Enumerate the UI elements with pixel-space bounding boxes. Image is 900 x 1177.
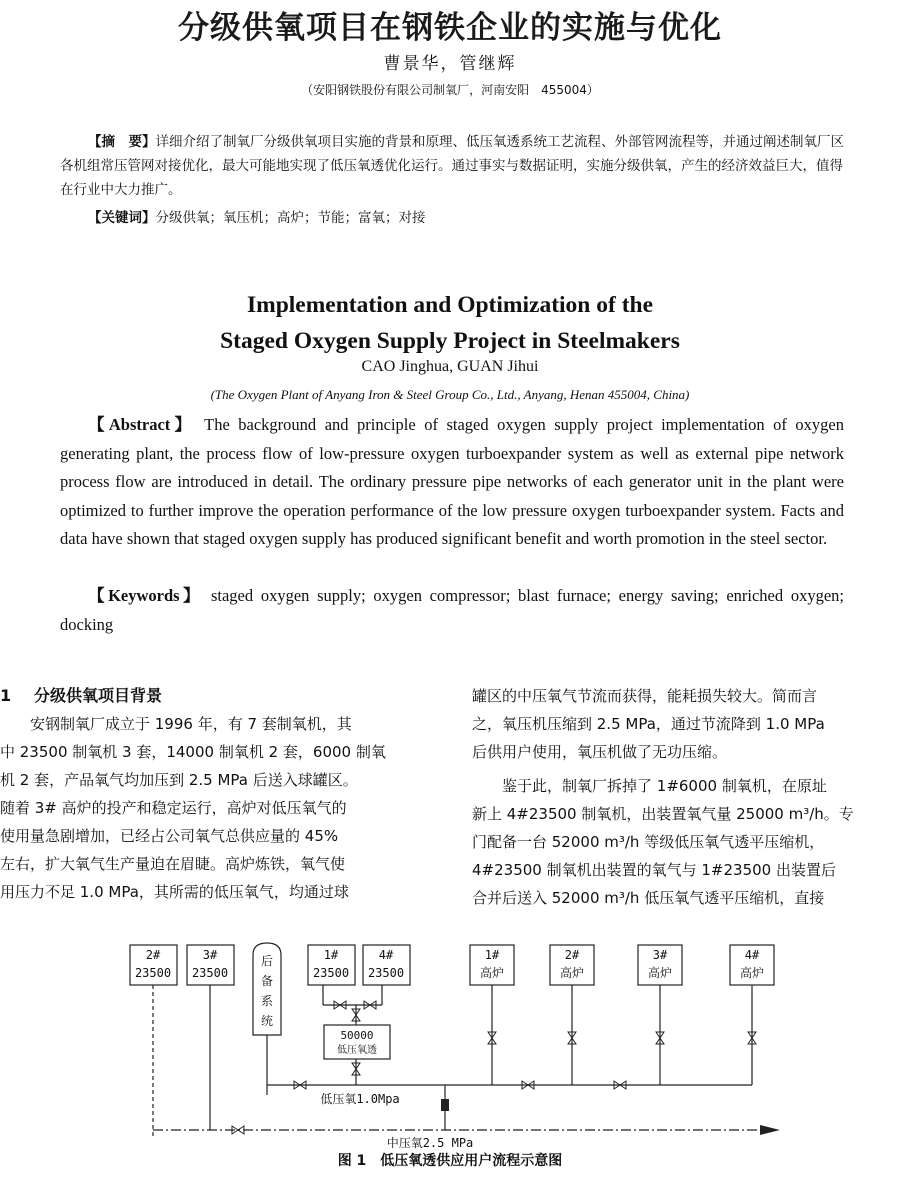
backup-char: 备: [260, 974, 274, 988]
right-line: 门配备一台 52000 m³/h 等级低压氧气透平压缩机，: [472, 833, 825, 851]
furnace-id-4: 4#: [744, 948, 760, 962]
left-column: [0, 682, 438, 906]
english-title-line-1: Implementation and Optimization of the: [246, 292, 654, 318]
english-keywords-label: 【Keywords】: [88, 586, 204, 605]
right-line: 4#23500 制氧机出装置的氧气与 1#23500 出装置后: [472, 861, 836, 879]
right-line: 鉴于此，制氧厂拆掉了 1#6000 制氧机，在原址: [502, 777, 827, 795]
chinese-abstract-label: 【摘 要】: [88, 134, 156, 150]
english-abstract: [60, 411, 844, 554]
english-abstract-text: The background and principle of staged oxygen supply project implementation of oxygen generating plant, the process flow of low-pressure oxygen turboexpander system as well as external pipe network process flow are introduced in detail. The ordinary pressure pipe networks of each generator unit in the plant were optimized to further improve the operation performance of the low pressure oxygen turboexpander system. Facts and data have shown that staged oxygen supply has produced significant benefit and worth promotion in the steel sector.: [60, 415, 844, 548]
english-title: [0, 287, 900, 359]
right-line: 新上 4#23500 制氧机，出装置氧气量 25000 m³/h。专: [472, 805, 854, 823]
section-number: 1: [0, 686, 12, 705]
chinese-abstract-text: 详细介绍了制氧厂分级供氧项目实施的背景和原理、低压氧透系统工艺流程、外部管网流程等，并通过阐述制氧厂区各机组常压管网对接优化，最大可能地实现了低压氧透优化运行。通过事实与数据证明，实施分级供氧，产生的经济效益巨大，值得在行业中大力推广。: [60, 134, 844, 198]
english-keywords: [60, 582, 844, 639]
backup-char: 系: [260, 994, 274, 1008]
english-affiliation: (The Oxygen Plant of Anyang Iron & Steel Group Co., Ltd., Anyang, Henan 455004, China): [210, 387, 690, 402]
right-line: 后供用户使用，氧压机做了无功压缩。: [472, 743, 728, 761]
right-paragraph-1: [472, 682, 900, 766]
right-line: 罐区的中压氧气节流而获得，能耗损失较大。简而言: [472, 687, 818, 705]
right-line: 之，氧压机压缩到 2.5 MPa，通过节流降到 1.0 MPa: [472, 715, 825, 733]
english-authors: CAO Jinghua, GUAN Jihui: [361, 358, 539, 375]
right-line: 合并后送入 52000 m³/h 低压氧气透平压缩机，直接: [472, 889, 825, 907]
chinese-authors: 曹景华，管继辉: [383, 54, 517, 74]
regulator-icon: [441, 1099, 449, 1111]
unit-id-4: 4#: [378, 948, 394, 962]
figure-caption: 图 1 低压氧透供应用户流程示意图: [337, 1153, 563, 1169]
left-line: 使用量急剧增加，已经占公司氧气总供应量的 45%: [0, 827, 339, 845]
low-pressure-label: 低压氧1.0Mpa: [320, 1092, 400, 1106]
chinese-keywords: [60, 206, 850, 230]
section-heading: [0, 682, 438, 710]
furnace-label-2: 高炉: [559, 966, 585, 980]
flow-arrow-icon: [760, 1125, 780, 1135]
compressor-capacity: 50000: [340, 1029, 374, 1042]
chinese-title: 分级供氧项目在钢铁企业的实施与优化: [178, 10, 722, 46]
flow-diagram: [120, 935, 800, 1150]
chinese-affiliation: （安阳钢铁股份有限公司制氧厂，河南安阳 455004）: [301, 83, 599, 97]
unit-id-1: 1#: [323, 948, 339, 962]
english-keywords-text: staged oxygen supply; oxygen compressor; blast furnace; energy saving; enriched oxygen; docking: [60, 586, 844, 634]
furnace-label-4: 高炉: [739, 966, 765, 980]
chinese-abstract: [60, 130, 850, 202]
unit-label-1: 23500: [312, 966, 350, 980]
left-paragraph: [0, 710, 438, 906]
right-paragraph-2: [472, 772, 900, 912]
english-abstract-label: 【Abstract】: [88, 415, 196, 434]
left-line: 中 23500 制氧机 3 套，14000 制氧机 2 套，6000 制氧: [0, 743, 386, 761]
medium-pressure-label: 中压氧2.5 MPa: [386, 1136, 474, 1150]
compressor-name: 低压氧透: [337, 1045, 377, 1056]
furnace-id-3: 3#: [652, 948, 668, 962]
section-title: 分级供氧项目背景: [34, 686, 163, 705]
left-line: 随着 3# 高炉的投产和稳定运行，高炉对低压氧气的: [0, 799, 347, 817]
furnace-id-2: 2#: [564, 948, 580, 962]
right-column: [472, 682, 900, 912]
unit-label-2: 23500: [134, 966, 172, 980]
unit-id-3: 3#: [202, 948, 218, 962]
left-line: 左右，扩大氧气生产量迫在眉睫。高炉炼铁，氧气使: [0, 855, 346, 873]
left-line: 机 2 套，产品氧气均加压到 2.5 MPa 后送入球罐区。: [0, 771, 358, 789]
unit-id-2: 2#: [145, 948, 161, 962]
furnace-id-1: 1#: [484, 948, 500, 962]
chinese-keywords-label: 【关键词】: [88, 210, 156, 226]
furnace-label-1: 高炉: [479, 966, 505, 980]
unit-label-4: 23500: [367, 966, 405, 980]
left-line: 用压力不足 1.0 MPa，其所需的低压氧气，均通过球: [0, 883, 349, 901]
left-line: 安钢制氧厂成立于 1996 年，有 7 套制氧机，其: [30, 715, 352, 733]
unit-label-3: 23500: [191, 966, 229, 980]
furnace-label-3: 高炉: [647, 966, 673, 980]
english-title-line-2: Staged Oxygen Supply Project in Steelmakers: [220, 328, 680, 354]
chinese-keywords-text: 分级供氧；氧压机；高炉；节能；富氧；对接: [155, 210, 426, 226]
backup-char: 统: [260, 1014, 274, 1028]
backup-char: 后: [260, 954, 274, 968]
